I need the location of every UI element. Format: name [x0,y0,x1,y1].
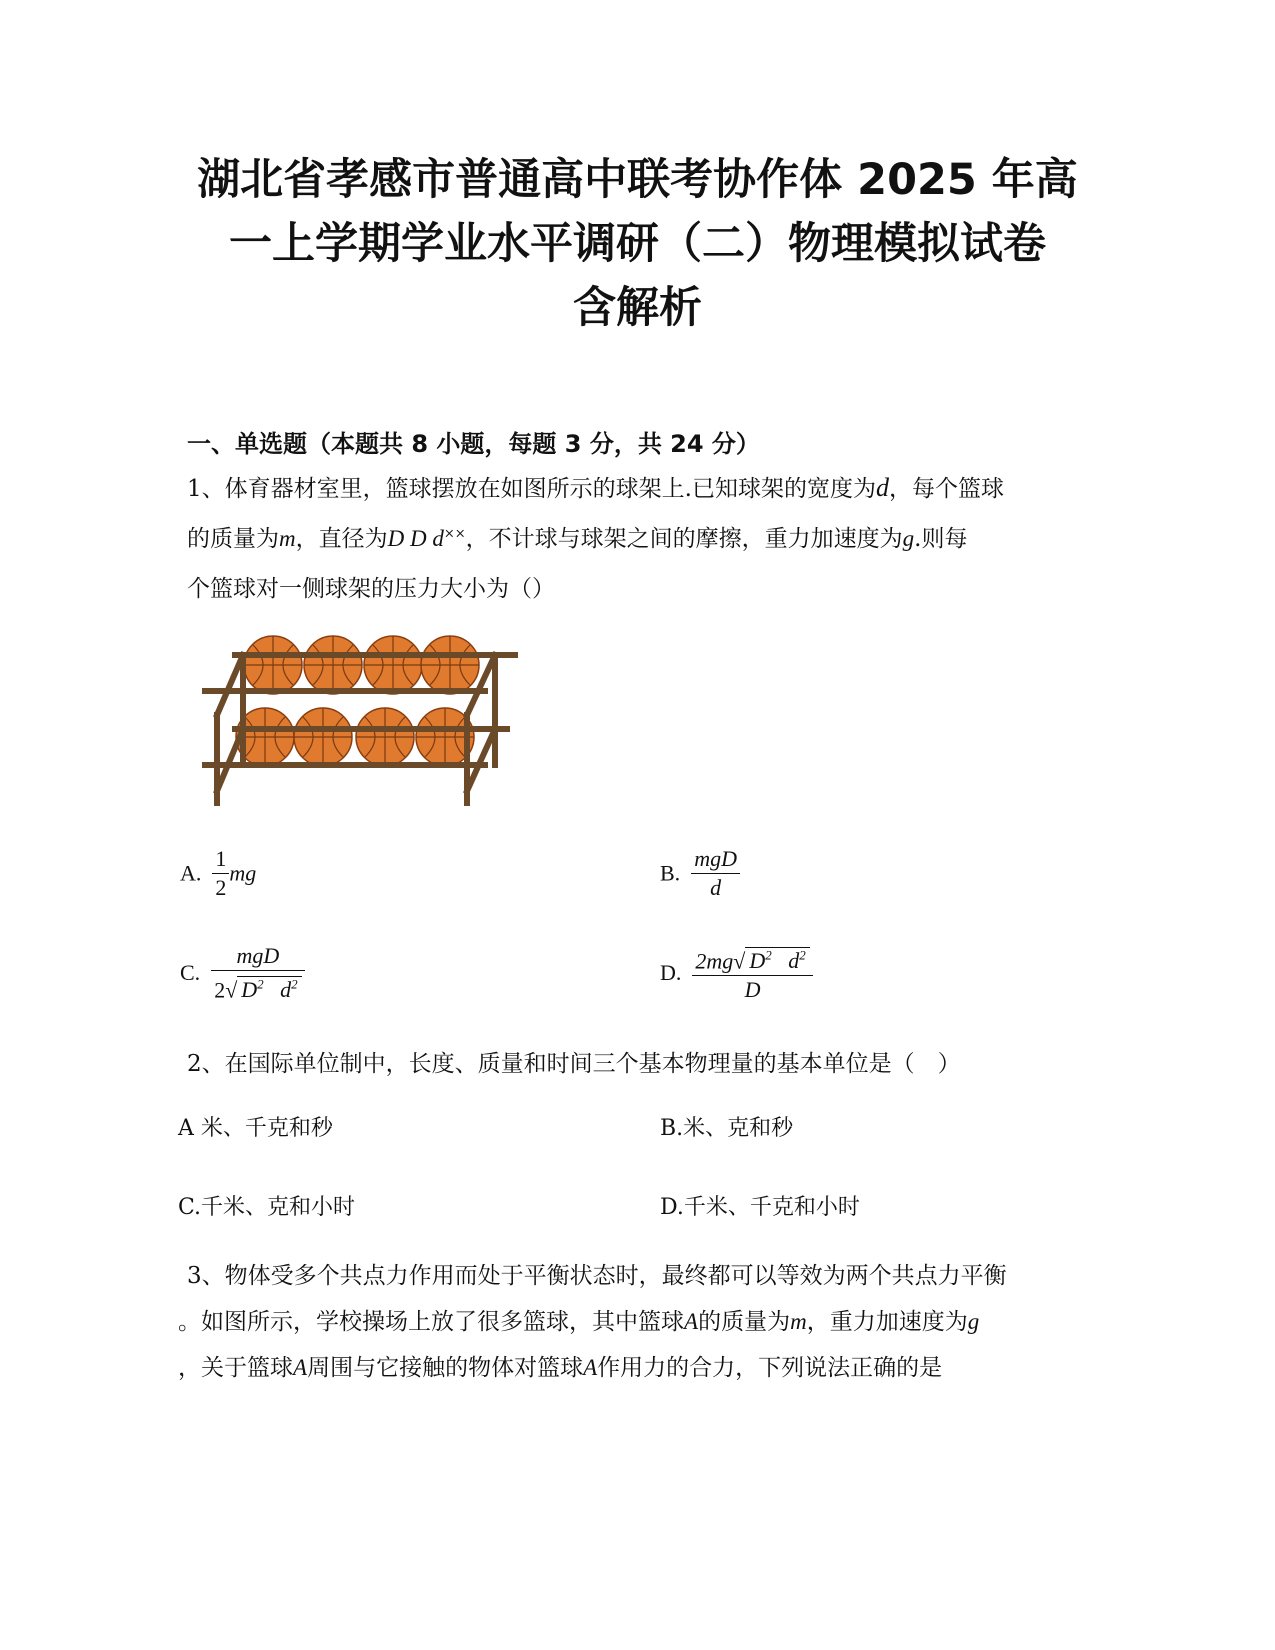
q1-option-c-num: mgD [211,942,304,971]
q3-line-2 [178,1303,979,1336]
q1-option-a-label: A. [180,860,202,886]
q1-var-g: g [902,526,915,551]
q1-option-d-sup-1: 2 [765,948,772,963]
q1-line-2 [187,520,967,553]
q1-option-b-num: mgD [691,845,740,874]
q3-text-3c: 作用力的合力，下列说法正确的是 [597,1355,943,1381]
section-heading: 一、单选题（本题共 8 小题，每题 3 分，共 24 分） [187,430,760,458]
q1-option-b-den: d [710,875,722,900]
q1-option-a-tail: mg [229,860,257,886]
q1-option-d-d: d [788,948,800,974]
q1-option-d-coef: 2mg [695,948,734,974]
q1-option-c-sup-1: 2 [257,977,264,992]
q1-option-c-label: C. [180,960,201,986]
q1-option-a-fraction [212,845,229,902]
q1-var-m: m [279,526,296,551]
q1-option-d[interactable] [660,942,813,1004]
q1-line-3: 个篮球对一侧球架的压力大小为（） [187,576,555,602]
q3-text-2c: ，重力加速度为 [806,1309,968,1335]
q1-option-c-sqrt [237,976,301,1002]
q1-option-d-sup-2: 2 [799,948,806,963]
q3-text-2b: 的质量为 [698,1309,791,1335]
q1-option-b-label: B. [660,860,681,886]
q1-option-c-den: 2√ $D^2$ $d^2$ [211,971,304,1004]
title-line-2: 一上学期学业水平调研（二）物理模拟试卷 [229,219,1046,269]
q1-condition: D D d [387,526,444,551]
q1-option-c-D: D [241,977,258,1003]
q1-line-1 [187,470,1004,503]
q3-var-A: A [684,1309,699,1334]
q1-option-a-num: 1 [212,845,229,874]
title-line-3: 含解析 [573,283,702,333]
q3-line-1: 3、物体受多个共点力作用而处于平衡状态时，最终都可以等效为两个共点力平衡 [187,1263,1007,1289]
q3-text-2a: 。如图所示，学校操场上放了很多篮球，其中篮球 [178,1309,684,1335]
q1-condition-mark: ×× [443,526,466,542]
title-line-1: 湖北省孝感市普通高中联考协作体 2025 年高 [197,155,1078,205]
q1-option-c-sup-2: 2 [291,977,298,992]
q2-option-a[interactable]: A 米、千克和秒 [178,1116,333,1141]
q1-text-1b: ，每个篮球 [888,476,1004,502]
basketball-rack-figure [195,625,535,810]
q1-option-d-D: D [749,948,766,974]
q1-option-d-fraction [692,942,812,1004]
q3-text-3a: ，关于篮球 [178,1355,293,1381]
q2-option-d[interactable]: D.千米、千克和小时 [660,1195,860,1220]
q3-var-A-2: A [293,1355,308,1380]
q1-text-1a: 1、体育器材室里，篮球摆放在如图所示的球架上.已知球架的宽度为 [187,476,876,502]
document-title [150,148,1125,340]
q1-option-c-den-coef: 2 [214,977,226,1003]
q3-var-g: g [967,1309,980,1334]
q1-var-d: d [875,473,889,502]
q1-option-d-label: D. [660,960,682,986]
q2-option-c[interactable]: C.千米、克和小时 [178,1195,356,1220]
q1-option-a[interactable] [180,845,256,902]
q1-option-d-num: 2mg√ $D^2$ $d^2$ [692,942,812,976]
q1-option-d-sqrt [745,947,809,973]
q1-option-b-fraction [691,845,740,902]
q2-option-b[interactable]: B.米、克和秒 [660,1116,794,1141]
q1-text-2d: .则每 [914,526,968,552]
q1-option-c[interactable] [180,942,305,1004]
q3-var-m: m [790,1309,807,1334]
q1-text-2b: ，直径为 [295,526,388,552]
q2-text: 2、在国际单位制中，长度、质量和时间三个基本物理量的基本单位是（ ） [187,1051,961,1077]
q1-option-b[interactable] [660,845,740,902]
q3-var-A-3: A [583,1355,598,1380]
q1-option-a-den: 2 [215,875,227,900]
q3-text-3b: 周围与它接触的物体对篮球 [307,1355,584,1381]
q1-option-d-den: D [744,977,761,1003]
q1-option-c-d: d [280,977,292,1003]
q1-option-c-fraction [211,942,304,1004]
q1-text-2c: ，不计球与球架之间的摩擦，重力加速度为 [465,526,903,552]
q3-line-3 [178,1349,942,1382]
q1-text-2a: 的质量为 [187,526,279,552]
